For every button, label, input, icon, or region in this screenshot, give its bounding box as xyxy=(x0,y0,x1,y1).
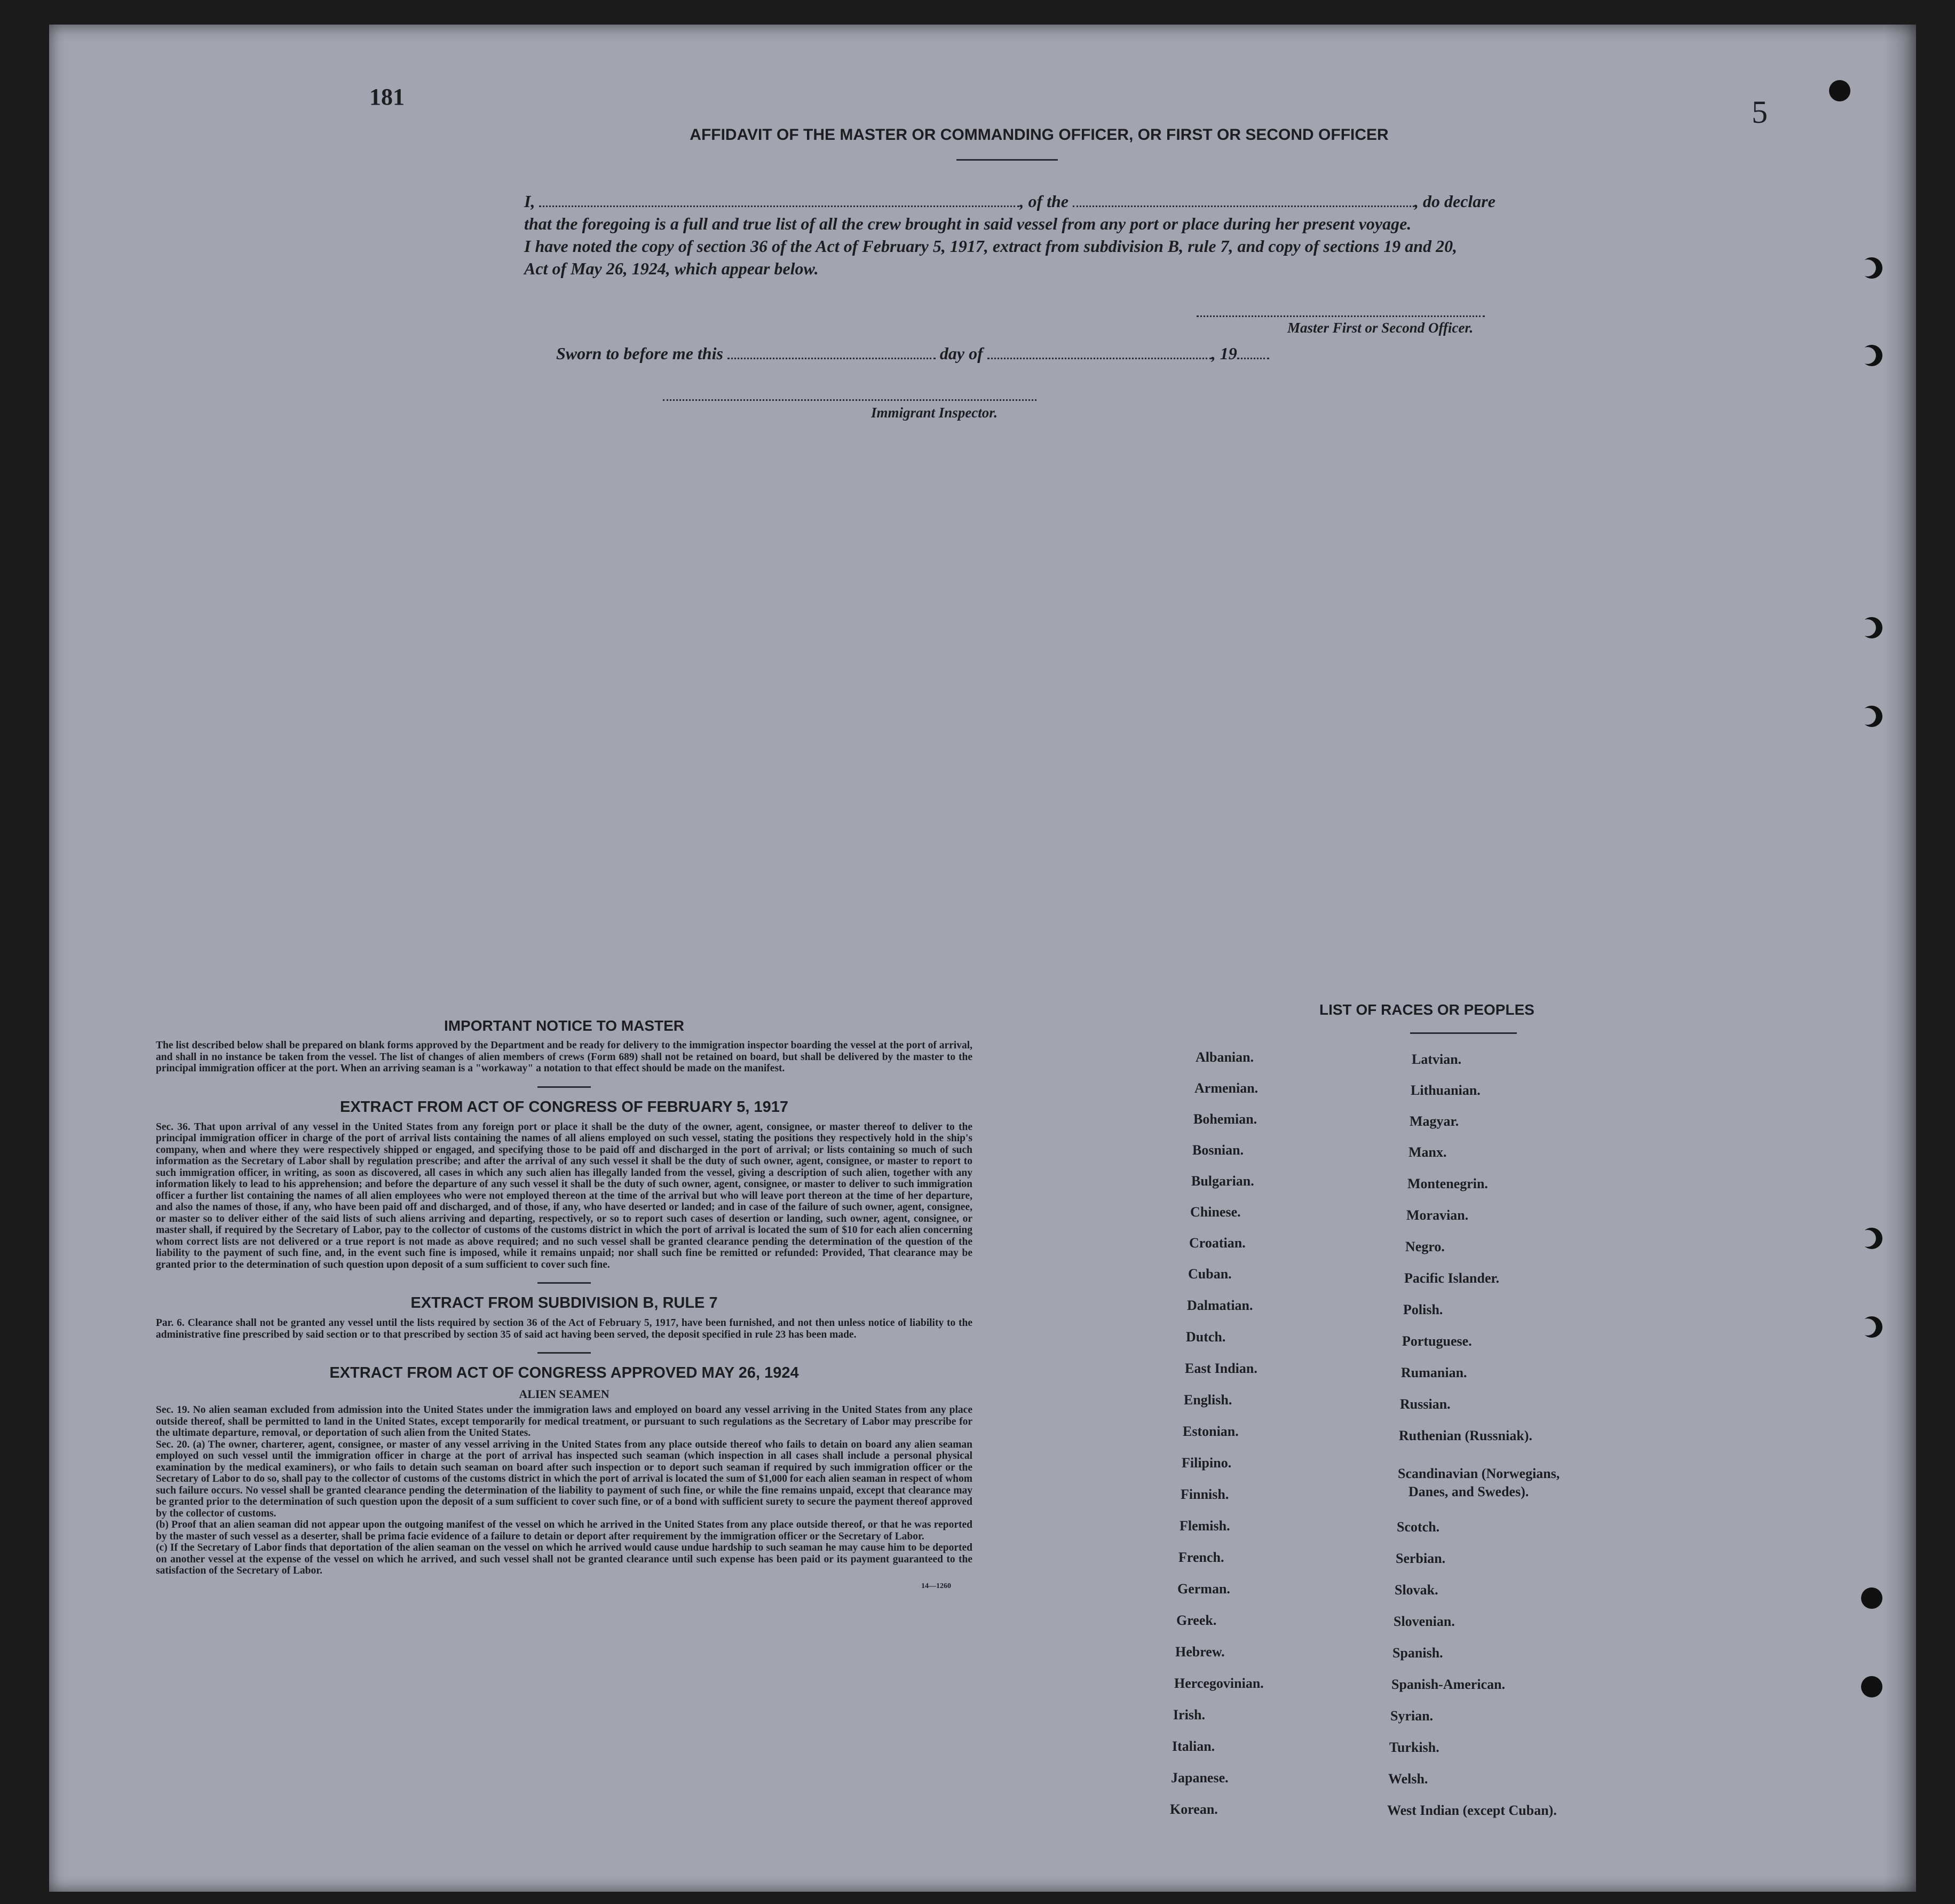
race-right-item: Montenegrin. xyxy=(1407,1176,1488,1191)
race-right-item: Negro. xyxy=(1405,1239,1445,1254)
document-sheet xyxy=(49,25,1916,1892)
sworn-year-blank[interactable] xyxy=(1237,345,1269,359)
race-right-item: Latvian. xyxy=(1412,1052,1462,1067)
binder-hole-icon xyxy=(1861,345,1882,366)
master-signature-label: Master First or Second Officer. xyxy=(1287,320,1474,336)
race-left-item: Japanese. xyxy=(1171,1770,1229,1786)
race-left-item: Cuban. xyxy=(1188,1266,1232,1282)
extract-rule7-title: EXTRACT FROM SUBDIVISION B, RULE 7 xyxy=(410,1294,718,1312)
binder-hole-icon xyxy=(1861,617,1882,638)
sworn-label: Sworn to before me this xyxy=(556,344,723,363)
race-left-item: Hercegovinian. xyxy=(1174,1676,1264,1691)
race-left-item: French. xyxy=(1178,1550,1224,1565)
notice-title: IMPORTANT NOTICE TO MASTER xyxy=(444,1017,685,1034)
master-signature-line[interactable] xyxy=(1197,315,1485,317)
declaration-line-3: I have noted the copy of section 36 of the Act of February 5, 1917, extract from subdivision B, rule 7, and copy of sections 19 and 20, xyxy=(524,236,1458,256)
binder-hole-icon xyxy=(1861,706,1882,727)
race-left-item: Bulgarian. xyxy=(1191,1173,1254,1189)
section-divider xyxy=(537,1086,591,1088)
race-left-item: East Indian. xyxy=(1185,1361,1257,1376)
affidavit-title: AFFIDAVIT OF THE MASTER OR COMMANDING OFFICER, OR FIRST OR SECOND OFFICER xyxy=(690,126,1389,144)
race-left-item: Bosnian. xyxy=(1192,1142,1244,1158)
extract-1924-subtitle: ALIEN SEAMEN xyxy=(519,1387,610,1401)
vessel-blank[interactable] xyxy=(1073,206,1414,207)
race-right-item: Russian. xyxy=(1400,1396,1451,1412)
race-left-item: German. xyxy=(1177,1581,1230,1597)
declaration-do-declare: , do declare xyxy=(1414,192,1495,211)
extract-1924-sec20c: (c) If the Secretary of Labor finds that deportation of the alien seaman on the vessel on which he arrived would cause undue hardship to such seaman he may cause him to be deported on another vessel at the expense of the vessel on which he arrived, and such vessel shall not be granted clearance until such expense has been paid or its payment guaranteed to the satisfaction of the Secretary of Labor. xyxy=(156,1542,972,1576)
inspector-signature-line[interactable] xyxy=(663,399,1036,401)
extract-1924-sec19: Sec. 19. No alien seaman excluded from admission into the United States under the immigration laws and employed on board any vessel arriving in the United States from any place outside thereof, shall be permitted to land in the United States, except temporarily for medical treatment, or pursuant to such regulations as the Secretary of Labor may prescribe for the ultimate departure, removal, or deportation of such alien from the United States. xyxy=(156,1404,972,1439)
race-right-item: Turkish. xyxy=(1389,1740,1439,1755)
race-right-item: Ruthenian (Russniak). xyxy=(1399,1428,1532,1443)
race-right-item: Danes, and Swedes). xyxy=(1408,1484,1529,1499)
race-right-item: Scandinavian (Norwegians, xyxy=(1398,1466,1560,1481)
binder-hole-icon xyxy=(1861,1587,1882,1609)
declaration-i: I, xyxy=(524,192,535,211)
extract-1917-text: Sec. 36. That upon arrival of any vessel in the United States from any foreign port or place it shall be the duty of the owner, agent, consignee, or master thereof to deliver to the principal immigration officer in charge of the port of arrival lists containing the names of all aliens employed on such vessel, stating the positions they respectively hold in the ship's company, when and where they were respectively shipped or engaged, and specifying those to be paid off and discharged in the port of arrival; or lists containing so much of such information as the Secretary of Labor shall by regulation prescribe; and after the arrival of any such vessel it shall be the duty of such owner, agent, consignee, or master to report to such immigration officer, in writing, as soon as discovered, all cases in which any such alien has illegally landed from the vessel, giving a description of such alien, together with any information likely to lead to his apprehension; and before the departure of any such vessel it shall be the duty of such owner, agent, consignee, or master to deliver to such immigration officer a further list containing the names of all alien employees who were not employed thereon at the time of the arrival but who will leave port thereon at the time of her departure, and also the names of those, if any, who have been paid off and discharged, and of those, if any, who have deserted or landed; and in case of the failure of such owner, agent, consignee, or master so to deliver either of the said lists of such aliens arriving and departing, respectively, or so to report such cases of desertion or landing, such owner, agent, consignee, or master shall, if required by the Secretary of Labor, pay to the collector of customs of the customs district in which the port of arrival is located the sum of $10 for each alien concerning whom correct lists are not delivered or a true report is not made as above required; and no such vessel shall be granted clearance pending the determination of the question of the liability to the payment of such fine, and, in the event such fine is imposed, while it remains unpaid; nor shall such fine be remitted or refunded: Provided, That clearance may be granted prior to the determination of such question upon deposit of a sum sufficient to cover such fine. xyxy=(156,1121,972,1270)
affidavit-title-rule xyxy=(956,159,1058,161)
legal-notices-column xyxy=(156,1017,972,1591)
corner-mark: 5 xyxy=(1752,94,1768,130)
binder-hole-icon xyxy=(1829,80,1850,101)
binder-hole-icon xyxy=(1861,1676,1882,1697)
race-left-item: English. xyxy=(1184,1392,1232,1408)
notice-text: The list described below shall be prepared on blank forms approved by the Department and be ready for delivery to the immigration inspector boarding the vessel at the port of arrival, and shall in no instance be taken from the vessel. The list of changes of alien members of crews (Form 689) shall not be retained on board, but shall be delivered by the master to the principal immigration officer at the port. When an arriving seaman is a "workaway" a notation to that effect should be made on the manifest. xyxy=(156,1040,972,1074)
race-left-item: Italian. xyxy=(1172,1739,1215,1754)
sworn-month-blank[interactable] xyxy=(987,345,1212,359)
race-right-item: Welsh. xyxy=(1388,1771,1428,1787)
race-right-item: Serbian. xyxy=(1396,1551,1446,1566)
name-blank[interactable] xyxy=(539,206,1019,207)
page-number: 181 xyxy=(369,84,405,110)
race-left-item: Finnish. xyxy=(1181,1487,1229,1502)
race-left-item: Korean. xyxy=(1170,1802,1218,1817)
race-right-item: Portuguese. xyxy=(1402,1333,1472,1349)
race-left-item: Greek. xyxy=(1176,1613,1217,1628)
race-right-item: West Indian (except Cuban). xyxy=(1387,1803,1557,1818)
race-right-item: Rumanian. xyxy=(1401,1365,1467,1380)
declaration-line-1 xyxy=(524,190,1565,212)
extract-1924-sec20a: Sec. 20. (a) The owner, charterer, agent, consignee, or master of any vessel arriving in the United States from any place outside thereof who fails to detain on board any alien seaman employed on such vessel until the immigration officer in charge at the port of arrival has inspected such seaman (which inspection in all cases shall include a personal physical examination by the medical examiners), or who fails to detain such seaman on board after such inspection or to deport such seaman if required by such immigration officer or the Secretary of Labor to do so, shall pay to the collector of customs of the customs district in which the port of arrival is located the sum of $1,000 for each alien seaman in respect of whom such failure occurs. No vessel shall be granted clearance pending the determination of the liability to payment of such fine, or while the fine remains unpaid, except that clearance may be granted prior to the determination of such question upon the deposit of a sum sufficient to cover such fine, or of a bond with sufficient surety to secure the payment thereof approved by the collector of customs. xyxy=(156,1439,972,1519)
section-divider xyxy=(537,1282,591,1284)
sworn-day-blank[interactable] xyxy=(727,345,936,359)
race-right-item: Lithuanian. xyxy=(1411,1083,1481,1098)
race-left-item: Dalmatian. xyxy=(1187,1298,1253,1313)
declaration-of-the: , of the xyxy=(1019,192,1068,211)
sworn-day-label: day of xyxy=(939,344,983,363)
race-left-item: Bohemian. xyxy=(1193,1111,1257,1127)
binder-hole-icon xyxy=(1861,1228,1882,1249)
declaration-line-4: Act of May 26, 1924, which appear below. xyxy=(524,259,819,278)
extract-rule7-text: Par. 6. Clearance shall not be granted any vessel until the lists required by section 36 of the Act of February 5, 1917, have been furnished, and not then unless notice of liability to the administrative fine prescribed by said section or to that prescribed by section 35 of said act having been served, the deposit specified in rule 23 has been made. xyxy=(156,1317,972,1340)
race-left-item: Chinese. xyxy=(1190,1204,1241,1220)
race-left-item: Irish. xyxy=(1173,1707,1205,1723)
races-title: LIST OF RACES OR PEOPLES xyxy=(1319,1001,1534,1018)
race-right-item: Magyar. xyxy=(1410,1113,1459,1129)
race-left-item: Hebrew. xyxy=(1175,1644,1225,1660)
race-right-item: Pacific Islander. xyxy=(1404,1270,1500,1286)
race-right-item: Moravian. xyxy=(1406,1207,1469,1223)
sworn-line xyxy=(556,344,1269,364)
race-right-item: Manx. xyxy=(1408,1144,1447,1160)
section-divider xyxy=(537,1352,591,1354)
race-right-item: Syrian. xyxy=(1390,1708,1434,1724)
race-right-item: Slovak. xyxy=(1395,1582,1438,1598)
race-right-item: Polish. xyxy=(1403,1302,1443,1317)
race-right-item: Spanish-American. xyxy=(1391,1677,1506,1692)
race-left-item: Dutch. xyxy=(1186,1329,1226,1345)
form-number: 14—1260 xyxy=(921,1582,951,1590)
declaration-line-2: that the foregoing is a full and true list of all the crew brought in said vessel from any port or place during her present voyage. xyxy=(524,214,1412,233)
race-left-item: Armenian. xyxy=(1194,1080,1259,1096)
binder-hole-icon xyxy=(1861,257,1882,279)
race-left-item: Albanian. xyxy=(1196,1049,1254,1065)
inspector-signature-label: Immigrant Inspector. xyxy=(871,405,998,421)
extract-1917-title: EXTRACT FROM ACT OF CONGRESS OF FEBRUARY 5, 1917 xyxy=(339,1098,789,1116)
extract-1924-title: EXTRACT FROM ACT OF CONGRESS APPROVED MAY 26, 1924 xyxy=(329,1364,799,1381)
sheet-edge-shadow xyxy=(1884,25,1916,1892)
race-right-item: Scotch. xyxy=(1397,1519,1440,1535)
races-title-rule xyxy=(1410,1032,1517,1034)
extract-1924-sec20b: (b) Proof that an alien seaman did not appear upon the outgoing manifest of the vessel on which he arrived in the United States from any place outside thereof, or that he was reported by the master of such vessel as a deserter, shall be prima facie evidence of a failure to detain or deport after requirement by the immigration officer or the Secretary of Labor. xyxy=(156,1519,972,1542)
race-left-item: Croatian. xyxy=(1189,1235,1246,1251)
race-left-item: Flemish. xyxy=(1180,1518,1230,1534)
binder-hole-icon xyxy=(1861,1316,1882,1338)
race-left-item: Filipino. xyxy=(1182,1455,1232,1471)
race-right-item: Spanish. xyxy=(1392,1645,1443,1661)
race-right-item: Slovenian. xyxy=(1394,1614,1455,1629)
declaration-block xyxy=(524,190,1565,280)
race-left-item: Estonian. xyxy=(1183,1424,1239,1439)
sworn-year-label: , 19 xyxy=(1211,344,1237,363)
